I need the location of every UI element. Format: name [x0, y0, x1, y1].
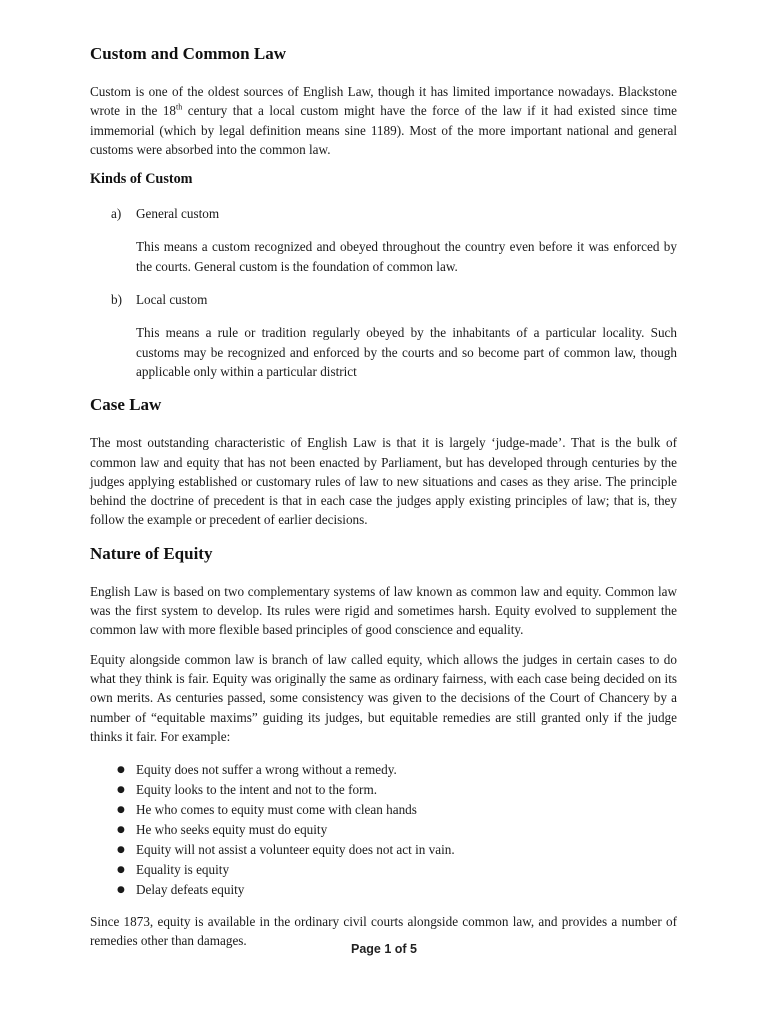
bullet-icon: ●: [117, 805, 125, 816]
kind-item-local: [90, 290, 677, 309]
custom-intro-paragraph: [90, 82, 677, 159]
heading-custom-and-common-law: Custom and Common Law: [90, 44, 286, 63]
equity-paragraph-1: English Law is based on two complementary systems of law known as common law and equity. Common law was the first system to develop. Its rules were rigid and sometimes harsh. Equity evolved to supplement the common law with more flexible based principles of good conscience and equality.: [90, 583, 677, 638]
page-number-footer: Page 1 of 5: [351, 942, 417, 956]
list-item: ● Equity looks to the intent and not to the form.: [90, 780, 677, 800]
list-item: ● Delay defeats equity: [90, 880, 677, 900]
kind-item-general: [90, 204, 677, 223]
heading-nature-of-equity: Nature of Equity: [90, 543, 213, 563]
custom-intro-part2: century that a local custom might have the force of the law if it had existed since time immemorial (which by legal definition means sine 1189). Most of the more important national and general customs were absorbed into the common law.: [90, 103, 677, 157]
bullet-icon: ●: [117, 785, 125, 796]
kind-marker: a): [111, 206, 122, 222]
kind-description: This means a rule or tradition regularly obeyed by the inhabitants of a particular locality. Such customs may be recognized and enforced by the courts and so become part of common law, though applicable only within a particular district: [136, 325, 677, 379]
list-item: ● Equality is equity: [90, 860, 677, 880]
equity-paragraph-3: Since 1873, equity is available in the ordinary civil courts alongside common law, and provides a number of remedies other than damages.: [90, 914, 677, 949]
list-item: ● He who seeks equity must do equity: [90, 820, 677, 840]
list-item: ● He who comes to equity must come with clean hands: [90, 800, 677, 820]
list-item: ● Equity does not suffer a wrong without a remedy.: [90, 760, 677, 780]
custom-intro-part1: Custom is one of the oldest sources of English Law, though it has limited importance nowadays. Blackstone wrote in the 18: [90, 84, 677, 119]
bullet-icon: ●: [117, 825, 125, 836]
kind-marker: b): [111, 292, 122, 308]
equity-paragraph-2: Equity alongside common law is branch of law called equity, which allows the judges in certain cases to do what they think is fair. Equity was originally the same as ordinary fairness, with each case being decided on its own merits. As centuries passed, some consistency was given to the decisions of the Court of Chancery by a number of “equitable maxims” guiding its judges, but equitable remedies are still granted only if the judge thinks it fair. For example:: [90, 651, 677, 744]
case-law-paragraph: The most outstanding characteristic of English Law is that it is largely ‘judge-made’. That is the bulk of common law and equity that has not been enacted by Parliament, but has developed through centuries by the judges applying established or customary rules of law to new situations and cases as they arise. The principle behind the doctrine of precedent is that in each case the judges apply existing principles of law; that is, they follow the example or precedent of earlier decisions.: [90, 435, 677, 528]
bullet-icon: ●: [117, 845, 125, 856]
custom-intro-superscript: th: [176, 102, 183, 112]
document-page: [90, 44, 677, 951]
equity-maxims-list: [90, 760, 677, 900]
bullet-icon: ●: [117, 865, 125, 876]
kind-label: Local custom: [136, 292, 208, 308]
kind-label: General custom: [136, 206, 220, 222]
bullet-icon: ●: [117, 885, 125, 896]
heading-case-law: Case Law: [90, 395, 162, 415]
kind-description: This means a custom recognized and obeyed throughout the country even before it was enforced by the courts. General custom is the foundation of common law.: [136, 239, 677, 274]
bullet-icon: ●: [117, 765, 125, 776]
list-item: ● Equity will not assist a volunteer equity does not act in vain.: [90, 840, 677, 860]
heading-kinds-of-custom: Kinds of Custom: [90, 171, 193, 188]
